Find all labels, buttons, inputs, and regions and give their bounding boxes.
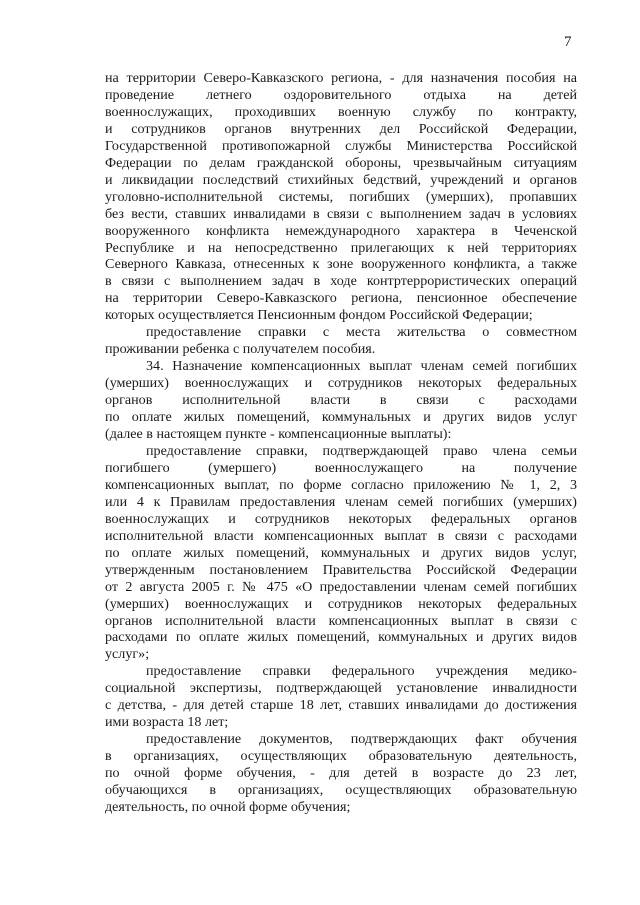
text-line: исполнительной власти компенсационных выплат в связи с расходами [105,527,577,544]
text-line: вооруженного конфликта немеждународного характера в Чеченской [105,222,577,239]
text-line: ими возраста 18 лет; [105,714,229,731]
text-line: военнослужащих, проходивших военную службу по контракту, [105,103,577,120]
text-line: от 2 августа 2005 г. № 475 «О предоставлении членам семей погибших [105,578,577,595]
text-line: (умерших) военнослужащих и сотрудников некоторых федеральных [105,375,577,392]
text-line: военнослужащих и сотрудников некоторых федеральных органов [105,510,577,527]
text-line: утвержденным постановлением Правительства Российской Федерации [105,561,577,578]
text-line: в связи с выполнением задач в ходе контртеррористических операций [105,273,577,290]
text-line: на территории Северо-Кавказского региона, - для назначения пособия на [105,70,577,86]
text-line: которых осуществляется Пенсионным фондом Российской Федерации; [105,307,533,324]
page-number: 7 [564,34,572,50]
text-line: по оплате жилых помещений, коммунальных и других видов услуг, [105,544,577,561]
text-line: предоставление справки с места жительства о совместном [146,324,577,341]
text-line: органов исполнительной власти компенсационных выплат в связи с [105,612,577,629]
text-line: обучающихся в организациях, осуществляющих образовательную [105,782,577,799]
paragraph [105,358,577,443]
text-line: социальной экспертизы, подтверждающей установление инвалидности [105,680,577,697]
text-line: по оплате жилых помещений, коммунальных и других видов услуг [105,409,577,426]
text-line: предоставление справки федерального учреждения медико- [146,663,577,680]
text-line: предоставление документов, подтверждающих факт обучения [146,731,577,748]
text-line: по очной форме обучения, - для детей в возрасте до 23 лет, [105,765,577,782]
text-line: проведение летнего оздоровительного отдыха на детей [105,86,577,103]
paragraph [105,443,577,663]
text-line: погибшего (умершего) военнослужащего на получение [105,459,577,476]
text-line: предоставление справки, подтверждающей право члена семьи [146,442,577,459]
document-body [105,70,577,816]
text-line: в организациях, осуществляющих образовательную деятельность, [105,748,577,765]
text-line: (далее в настоящем пункте - компенсационные выплаты): [105,426,452,443]
paragraph [105,663,577,731]
paragraph [105,731,577,816]
text-line: (умерших) военнослужащих и сотрудников некоторых федеральных [105,595,577,612]
text-line: органов исполнительной власти в связи с расходами [105,392,577,409]
text-line: Федерации по делам гражданской обороны, чрезвычайным ситуациям [105,154,577,171]
text-line: без вести, ставших инвалидами в связи с выполнением задач в условиях [105,205,577,222]
text-line: проживании ребенка с получателем пособия. [105,341,376,358]
paragraph [105,324,577,358]
text-line: с детства, - для детей старше 18 лет, ставших инвалидами до достижения [105,697,577,714]
text-line: деятельность, по очной форме обучения; [105,798,351,815]
text-line: компенсационных выплат, по форме согласно приложению № 1, 2, 3 [105,476,577,493]
text-line: 34. Назначение компенсационных выплат членам семей погибших [146,358,577,375]
text-line: на территории Северо-Кавказского региона, пенсионное обеспечение [105,290,577,307]
text-line: Государственной противопожарной службы Министерства Российской [105,137,577,154]
text-line: расходами по оплате жилых помещений, коммунальных и других видов [105,629,577,646]
text-line: и ликвидации последствий стихийных бедствий, учреждений и органов [105,171,577,188]
text-line: и сотрудников органов внутренних дел Российской Федерации, [105,120,577,137]
text-line: Республике и на непосредственно прилегающих к ней территориях [105,239,577,256]
paragraph [105,70,577,324]
text-line: услуг»; [105,646,150,663]
text-line: уголовно-исполнительной системы, погибших (умерших), пропавших [105,188,577,205]
text-line: Северного Кавказа, отнесенных к зоне вооруженного конфликта, а также [105,256,577,273]
text-line: или 4 к Правилам предоставления членам семей погибших (умерших) [105,493,577,510]
